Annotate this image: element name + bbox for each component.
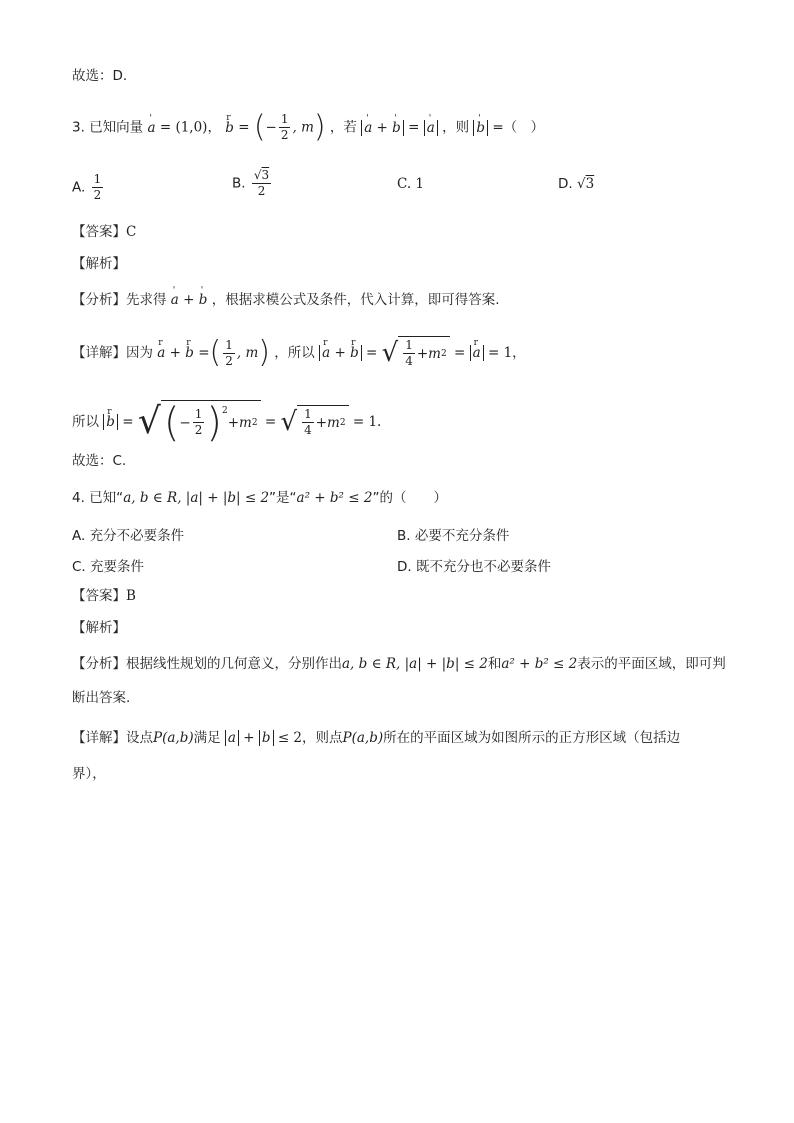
q4-option-b: B. 必要不充分条件: [397, 528, 510, 544]
q4-stem: 4. 已知“a, b ∈ R, |a| + |b| ≤ 2”是“a² + b² ≤ 2”的（ ）: [72, 490, 447, 506]
q3-option-b: B. $\frac{√3}{2}$: [232, 168, 270, 198]
q4-answer-value: B: [126, 588, 136, 604]
minus-sign: −: [265, 119, 277, 136]
abs-a: ' a: [424, 120, 438, 136]
fraction-half: $\frac{1}{2}$: [280, 112, 289, 142]
vector-b: r b: [225, 118, 234, 138]
point-p: P(a,b): [153, 730, 194, 746]
abs-a-plus-b: ' a + ' b: [361, 120, 404, 136]
q3-cond-post: ，则: [442, 119, 470, 136]
q4-answer: 【答案】B: [72, 588, 136, 604]
q4-detail-line2: 界），: [72, 766, 106, 782]
q3-number: 3.: [72, 119, 85, 136]
q3-stem-pre: 已知向量: [89, 119, 144, 136]
abs-a-q4: a: [225, 730, 239, 746]
sqrt-neg-half-squared: √ ( − $\frac{1}{2}$ ) $^2$ + m 2: [138, 400, 261, 444]
fraction-sqrt3-over-2: $\frac{√3}{2}$: [253, 168, 270, 198]
q3-analysis-label: 【解析】: [72, 256, 126, 272]
q4-option-c: C. 充要条件: [72, 559, 145, 575]
q3-stem: 3. 已知向量 ' a = (1,0)， r b = (− $\frac{1}{2}$ , m) ，若 ' a + ' b = ' a ，则 ' b =（ ）: [72, 112, 544, 143]
sqrt3: √3: [576, 176, 595, 192]
q3-b-m: , m: [292, 119, 314, 136]
q3-answer: 【答案】C: [72, 224, 137, 240]
vector-a: ' a: [147, 118, 155, 138]
q4-fenxi-line2: 断出答案.: [72, 690, 131, 706]
paren-close: ): [313, 109, 326, 145]
abs-a-plus-b-detail: r a + r b: [319, 345, 362, 361]
q3-so: 所以 r b = √ ( − $\frac{1}{2}$ ) $^2$ + m 2 = √ $\frac{1}{4}$ + m 2 = 1.: [72, 400, 381, 444]
abs-b: ' b: [473, 120, 488, 136]
sqrt-quarter-plus-m2: √ $\frac{1}{4}$ + m 2: [382, 336, 450, 370]
q4-detail: 【详解】设点P(a,b)满足 a + b ≤ 2，则点P(a,b)所在的平面区域为如图所示的正方形区域（包括边: [72, 730, 681, 746]
q3-fenxi: 【分析】先求得 ' a + ' b ，根据求模公式及条件，代入计算，即可得答案.: [72, 290, 500, 310]
q4-condition-1: a, b ∈ R, |a| + |b| ≤ 2: [123, 490, 270, 506]
expr-a-plus-b: ' a + ' b: [171, 292, 208, 308]
q3-option-d: D. √3: [558, 176, 595, 192]
q3-a-expr: = (1,0): [159, 119, 208, 136]
q4-analysis-label: 【解析】: [72, 620, 126, 636]
q3-b-eq: =: [238, 119, 250, 136]
q4-fenxi: 【分析】根据线性规划的几何意义，分别作出a, b ∈ R, |a| + |b| ≤ 2和a² + b² ≤ 2表示的平面区域，即可判: [72, 656, 726, 672]
q3-conclusion: 故选：C.: [72, 453, 127, 469]
q2-conclusion: 故选：D.: [72, 68, 128, 84]
q3-option-a: A. $\frac{1}{2}$: [72, 172, 102, 202]
expr-a-plus-b-eq: r a + r b: [157, 345, 194, 361]
abs-a-detail: r a: [470, 345, 484, 361]
q4-option-a: A. 充分不必要条件: [72, 528, 185, 544]
abs-b-q4: b: [259, 730, 274, 746]
abs-b-so: r b: [103, 414, 118, 430]
q4-condition-2: a² + b² ≤ 2: [296, 490, 373, 506]
sqrt-quarter-plus-m2-so: √ $\frac{1}{4}$ + m 2: [280, 405, 348, 439]
q3-answer-value: C: [126, 224, 137, 240]
q3-detail: 【详解】因为 r a + r b =( $\frac{1}{2}$ , m) ，所以 r a + r b = √ $\frac{1}{4}$ + m 2 = r a = 1，: [72, 336, 526, 370]
q3-option-c: C. 1: [397, 176, 425, 192]
fraction-one-half: $\frac{1}{2}$: [93, 172, 102, 202]
paren-open: (: [253, 109, 266, 145]
q3-end: =（ ）: [492, 119, 545, 136]
q3-cond-pre: ，若: [329, 119, 357, 136]
q4-option-d: D. 既不充分也不必要条件: [397, 559, 551, 575]
